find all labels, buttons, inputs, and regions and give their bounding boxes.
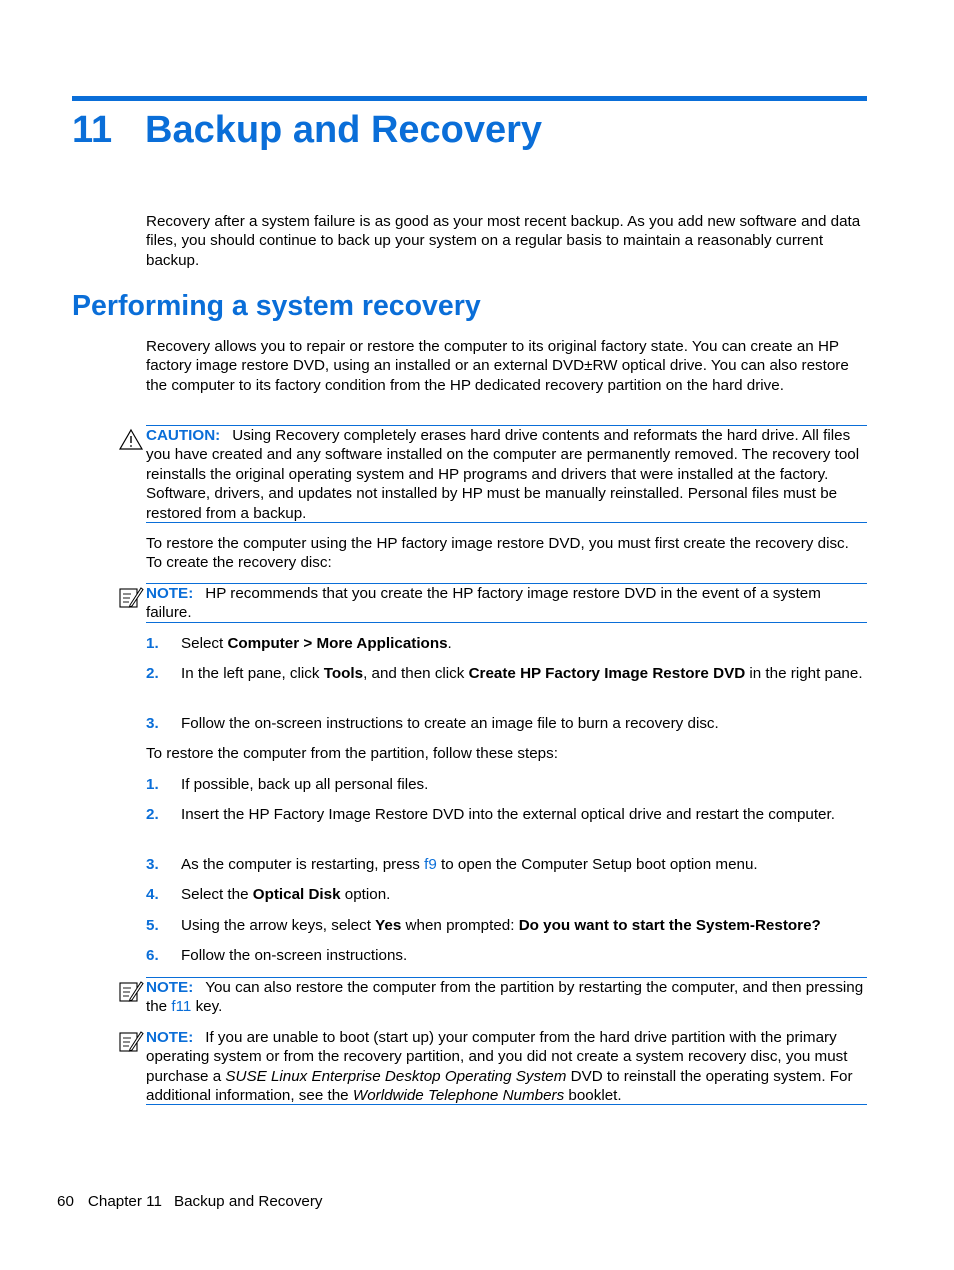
note1-label: NOTE: (146, 585, 194, 602)
chapter-title (72, 106, 542, 154)
note3-text: If you are unable to boot (start up) your computer from the hard drive partition with the primary operating system or from the recovery partition, and you did not create a system recovery disc, you must purchase a (146, 1029, 848, 1085)
list-item (146, 885, 868, 904)
step-number: 2. (146, 806, 159, 823)
step-text: Select (181, 635, 228, 652)
recovery-paragraph: Recovery allows you to repair or restore the computer to its original factory state. You can create an HP factory image restore DVD, using an installed or an external DVD±RW optical drive. You can also restore the computer to its factory condition from the HP dedicated recovery partition on the hard drive. (146, 338, 849, 394)
step-number: 3. (146, 856, 159, 873)
note1-notice (146, 583, 867, 623)
list-item (146, 855, 868, 874)
step-text: As the computer is restarting, press (181, 856, 425, 873)
note2-notice (146, 977, 867, 1017)
footer-chapter: Chapter 11 (87, 1193, 162, 1210)
note2-label: NOTE: (146, 979, 194, 996)
step-number: 1. (146, 635, 159, 652)
list-item (146, 664, 868, 683)
step-text: Follow the on-screen instructions to create an image file to burn a recovery disc. (181, 715, 719, 732)
note3-bottom-rule (146, 1104, 867, 1105)
step-text: Follow the on-screen instructions. (181, 947, 408, 964)
step-text: Select the (181, 886, 253, 903)
chapter-number: 11 (72, 109, 113, 151)
step-number: 1. (146, 776, 159, 793)
note3-text: DVD to reinstall the operating system. For additional information, see the (146, 1067, 853, 1105)
note-icon (118, 585, 144, 609)
list-item (146, 805, 868, 824)
note2-text: key. (191, 998, 223, 1016)
section-title: Performing a system recovery (72, 290, 481, 322)
note3-notice (146, 1027, 867, 1106)
chapter-top-rule (72, 96, 867, 101)
list-item (146, 916, 868, 935)
step-number: 2. (146, 665, 159, 682)
footer-title: Backup and Recovery (173, 1193, 323, 1210)
list-item (146, 714, 868, 733)
note3-italic: SUSE Linux Enterprise Desktop Operating System (225, 1067, 567, 1085)
caution-text: Using Recovery completely erases hard drive contents and reformats the hard drive. All files you have created and any software installed on the computer are permanently removed. The recovery tool reinstalls the original operating system and HP programs and drivers that were installed at the factory. Software, drivers, and updates not installed by HP must be manually reinstalled. Personal files must be restored from a backup. (146, 427, 860, 522)
partition-paragraph: To restore the computer from the partition, follow these steps: (146, 745, 558, 762)
page-number: 60 (57, 1193, 74, 1210)
step-text: In the left pane, click (181, 665, 324, 682)
note3-italic: Worldwide Telephone Numbers (352, 1087, 565, 1105)
note3-text: booklet. (564, 1087, 622, 1105)
step-bold: Tools (323, 665, 364, 682)
page-footer (57, 1192, 329, 1211)
caution-icon (118, 428, 144, 452)
step-text: option. (340, 886, 391, 903)
list-item (146, 634, 868, 653)
step-text: to open the Computer Setup boot option menu. (436, 856, 758, 873)
intro-paragraph: Recovery after a system failure is as good as your most recent backup. As you add new software and data files, you should continue to back up your system on a regular basis to maintain a reasonably current backup. (146, 213, 861, 269)
step-text: , and then click (363, 665, 469, 682)
step-number: 3. (146, 715, 159, 732)
note2-text: You can also restore the computer from the partition by restarting the computer, and then pressing the (146, 979, 864, 1016)
step-bold: Computer > More Applications (227, 635, 448, 652)
step-text: Using the arrow keys, select (181, 917, 376, 934)
caution-bottom-rule (146, 522, 867, 523)
step-text: in the right pane. (745, 665, 863, 682)
caution-label: CAUTION: (146, 427, 221, 444)
step-number: 6. (146, 947, 159, 964)
step-bold: Do you want to start the System-Restore? (518, 917, 821, 934)
caution-notice (146, 425, 867, 523)
step-text: . (447, 635, 452, 652)
step-text: when prompted: (401, 917, 519, 934)
key-f9: f9 (424, 856, 437, 873)
step-text: Insert the HP Factory Image Restore DVD into the external optical drive and restart the computer. (181, 806, 835, 823)
step-text: If possible, back up all personal files. (181, 776, 429, 793)
restore-dvd-paragraph: To restore the computer using the HP factory image restore DVD, you must first create the recovery disc. To create the recovery disc: (146, 535, 849, 572)
step-bold: Create HP Factory Image Restore DVD (468, 665, 746, 682)
step-bold: Optical Disk (252, 886, 341, 903)
step-number: 5. (146, 917, 159, 934)
note-icon (118, 979, 144, 1003)
list-item (146, 946, 868, 965)
key-f11: f11 (171, 998, 192, 1016)
chapter-title-text: Backup and Recovery (145, 109, 543, 151)
note1-text: HP recommends that you create the HP factory image restore DVD in the event of a system failure. (146, 585, 821, 622)
step-number: 4. (146, 886, 159, 903)
note3-label: NOTE: (146, 1029, 194, 1046)
list-item (146, 775, 868, 794)
note-icon (118, 1029, 144, 1053)
note1-bottom-rule (146, 622, 867, 623)
step-bold: Yes (375, 917, 402, 934)
